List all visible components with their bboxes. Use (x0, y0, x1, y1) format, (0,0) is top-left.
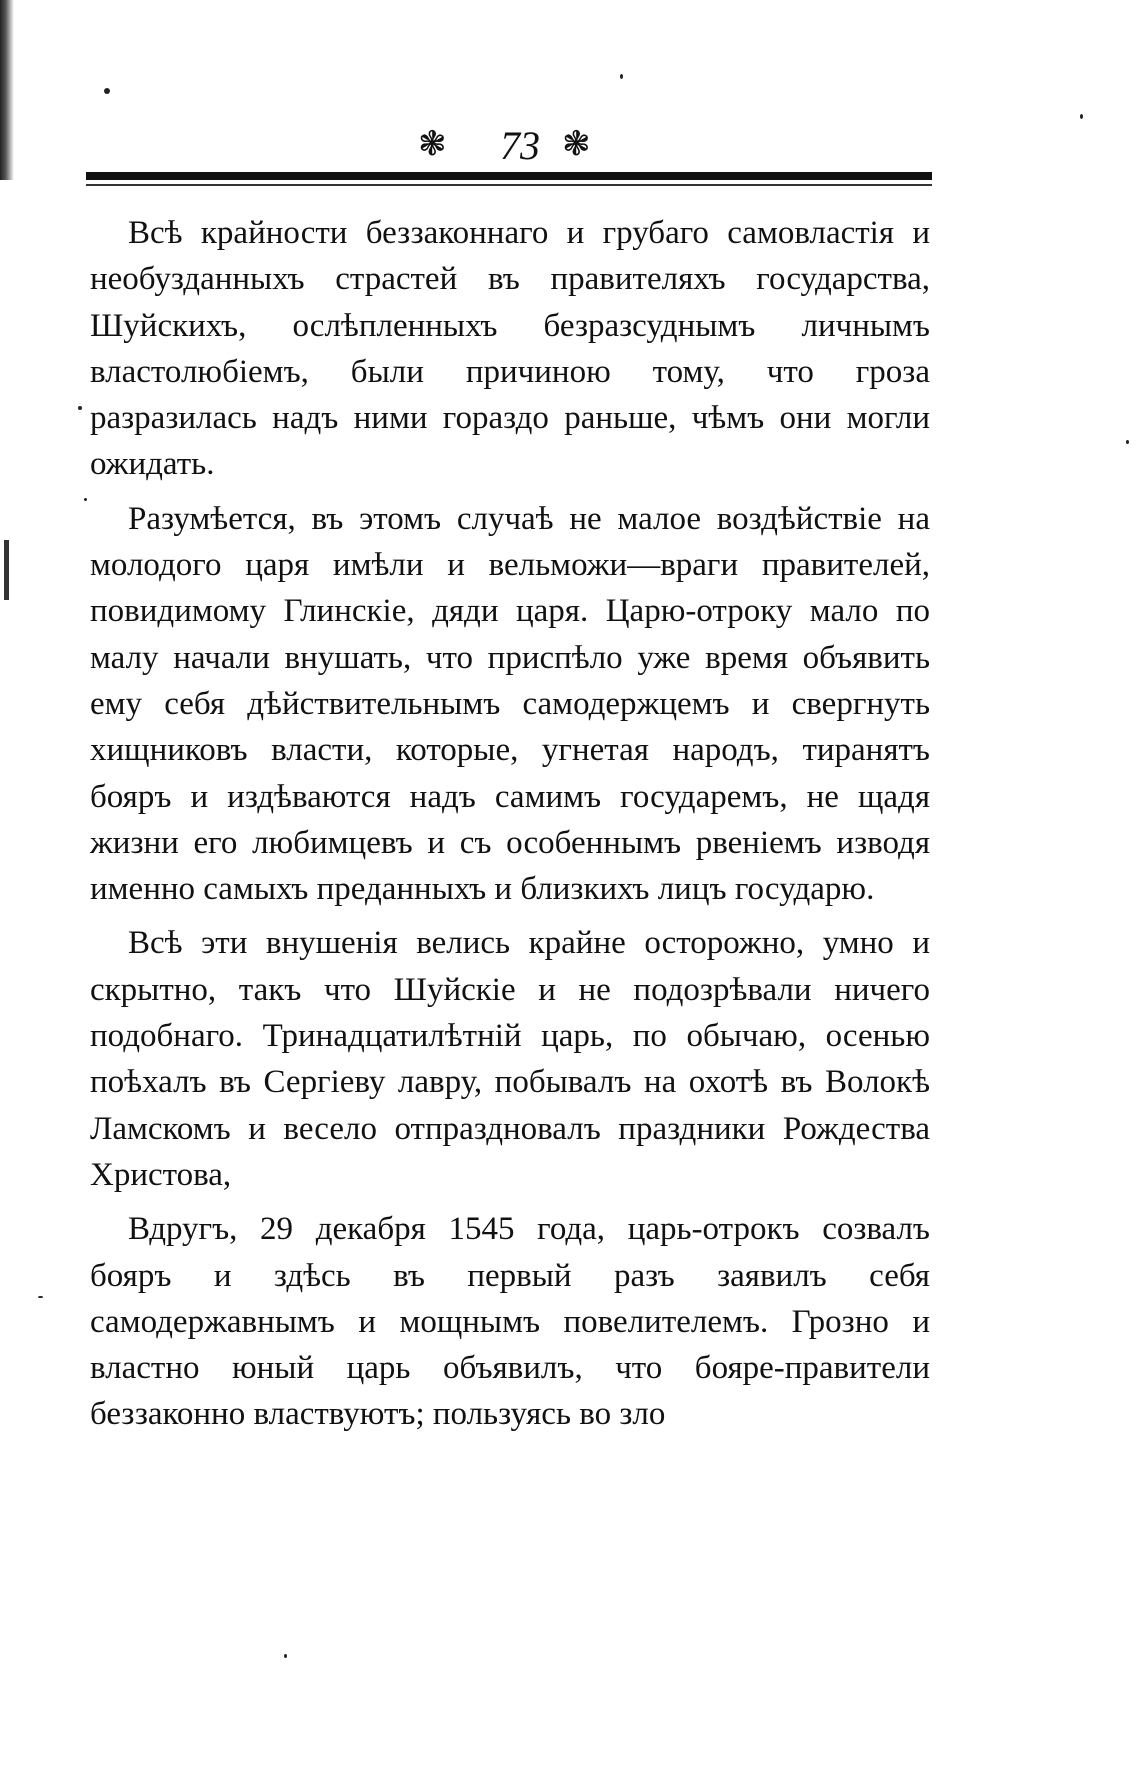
print-speck (104, 88, 110, 94)
body-text (90, 210, 930, 1446)
page-number: 73 (500, 123, 540, 168)
paragraph: Всѣ эти внушенія велись крайне осторожно, умно и скрытно, такъ что Шуйскіе и не подозрѣвали ничего подобнаго. Тринадцатилѣтній царь, по обычаю, осенью поѣхалъ въ Сергіеву лавру, побывалъ на охотѣ въ Волокѣ Ламскомъ и весело отпраздновалъ праздники Рождества Христова, (90, 925, 930, 1193)
paragraph: Вдругъ, 29 декабря 1545 года, царь-отрокъ созвалъ бояръ и здѣсь въ первый разъ заявилъ себя самодержавнымъ и мощнымъ повелителемъ. Грозно и властно юный царь объявилъ, что бояре-правители беззаконно властвуютъ; пользуясь во зло (90, 1211, 930, 1433)
print-speck (38, 1296, 43, 1298)
header-rule-thick (86, 172, 932, 180)
print-speck (84, 498, 87, 501)
print-speck (284, 1654, 287, 1658)
paragraph: Всѣ крайности беззаконнаго и грубаго самовластія и необузданныхъ страстей въ правителяхъ государства, Шуйскихъ, ослѣпленныхъ безразсуднымъ личнымъ властолюбіемъ, были причиною тому, что гроза разразилась надъ ними гораздо раньше, чѣмъ они могли ожидать. (90, 215, 930, 483)
print-speck (1126, 440, 1129, 444)
flower-ornament-icon: ❃ (418, 124, 447, 164)
print-speck (1080, 114, 1083, 119)
print-speck (620, 74, 623, 79)
page-header (0, 120, 1140, 180)
header-rule-thin (86, 184, 932, 186)
paragraph: Разумѣется, въ этомъ случаѣ не малое воздѣйствіе на молодого царя имѣли и вельможи—враги правителей, повидимому Глинскіе, дяди царя. Царю-отроку мало по малу начали внушать, что приспѣло уже время объявить ему себя дѣйствительнымъ самодержцемъ и свергнуть хищниковъ власти, которые, угнетая народъ, тиранятъ бояръ и издѣваются надъ самимъ государемъ, не щадя жизни его любимцевъ и съ особеннымъ рвеніемъ изводя именно самыхъ преданныхъ и близкихъ лицъ государю. (90, 500, 930, 908)
page-edge-mark (4, 540, 9, 600)
print-speck (78, 406, 82, 410)
flower-ornament-icon: ❃ (562, 124, 591, 164)
